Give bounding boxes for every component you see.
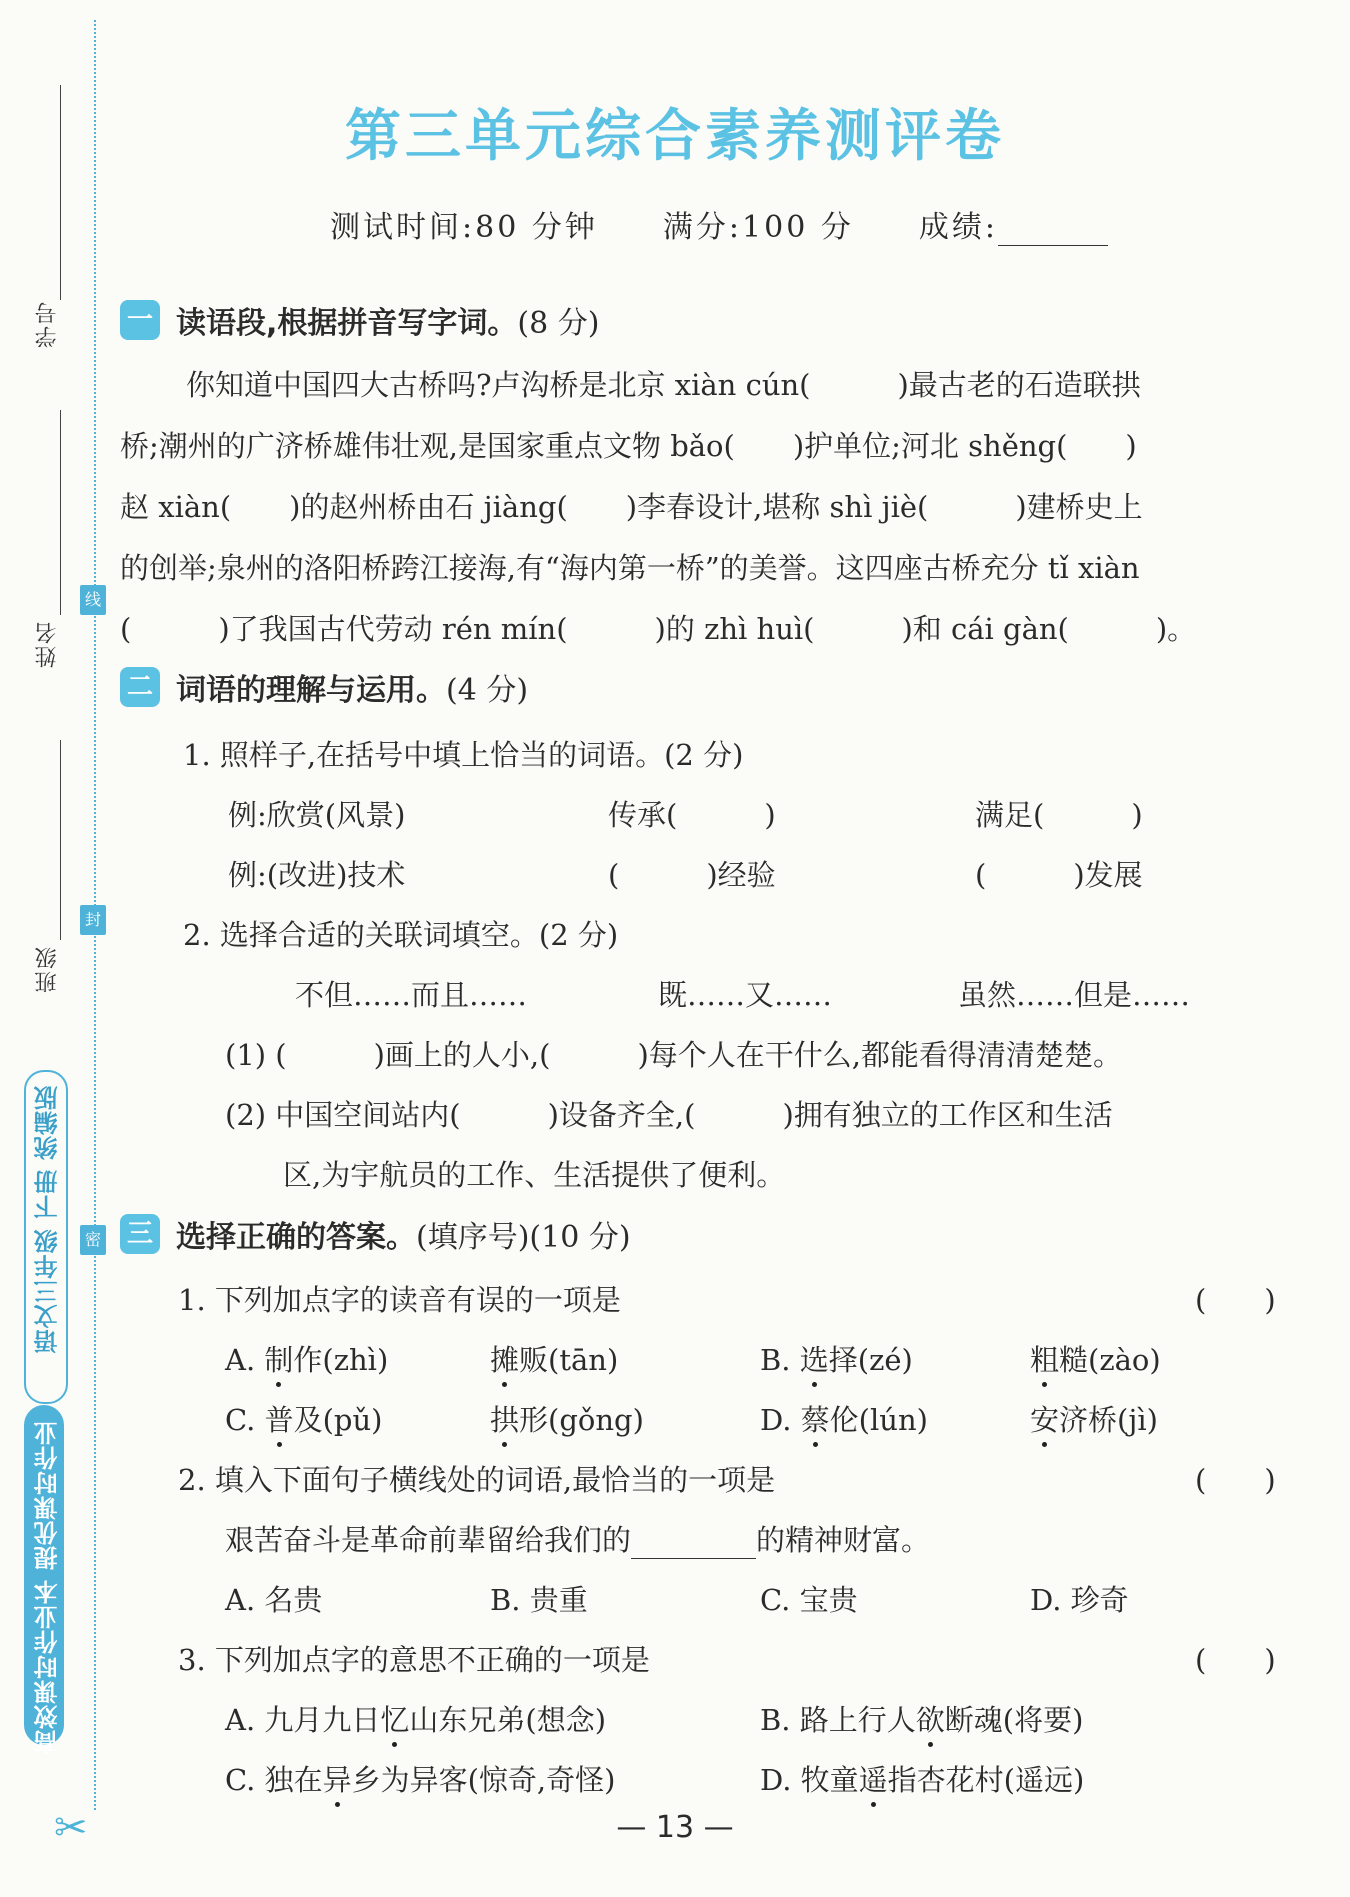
option-c[interactable]: C. 独在异乡为异客(惊奇,奇怪) bbox=[225, 1758, 615, 1799]
answer-paren[interactable]: ( ) bbox=[1195, 1283, 1276, 1317]
question-2-1: 1. 照样子,在括号中填上恰当的词语。(2 分) bbox=[183, 738, 744, 772]
option-b[interactable]: B. 路上行人欲断魂(将要) bbox=[760, 1698, 1083, 1739]
score-label: 成绩: bbox=[918, 210, 999, 245]
fill-blank[interactable] bbox=[631, 1530, 756, 1559]
fill-item[interactable]: ( )经验 bbox=[608, 858, 776, 892]
mark-seal: 封 bbox=[80, 905, 106, 935]
fill-sentence: 艰苦奋斗是革命前辈留给我们的 的精神财富。 bbox=[225, 1523, 931, 1557]
option-b2: 粗糙(zào) bbox=[1030, 1338, 1161, 1379]
question-3-2: 2. 填入下面句子横线处的词语,最恰当的一项是 bbox=[178, 1463, 776, 1497]
option-d2: 安济桥(jì) bbox=[1030, 1398, 1158, 1439]
option-d[interactable]: D. 蔡伦(lún) bbox=[760, 1398, 928, 1439]
section-score: (填序号)(10 分) bbox=[416, 1220, 631, 1255]
answer-paren[interactable]: ( ) bbox=[1195, 1463, 1276, 1497]
section-title: 词语的理解与运用。 bbox=[176, 673, 446, 708]
page-title: 第三单元综合素养测评卷 bbox=[345, 103, 1005, 169]
question-3-1: 1. 下列加点字的读音有误的一项是 bbox=[178, 1283, 621, 1317]
time-label: 测试时间:80 分钟 bbox=[330, 210, 598, 245]
section-title: 读语段,根据拼音写字词。 bbox=[176, 306, 518, 341]
score-field[interactable] bbox=[998, 215, 1108, 246]
section-number: 二 bbox=[120, 667, 160, 707]
option-b[interactable]: B. 选择(zé) bbox=[760, 1338, 913, 1379]
section-1-header bbox=[120, 298, 599, 342]
option-c2: 拱形(gǒng) bbox=[490, 1398, 644, 1439]
option-a[interactable]: A. 九月九日忆山东兄弟(想念) bbox=[225, 1698, 606, 1739]
word-option: 虽然……但是…… bbox=[958, 978, 1191, 1012]
sentence-2: (2) 中国空间站内( )设备齐全,( )拥有独立的工作区和生活 bbox=[225, 1098, 1113, 1132]
option-a2: 摊贩(tān) bbox=[490, 1338, 618, 1379]
section-score: (8 分) bbox=[517, 306, 600, 341]
sentence-2-cont: 区,为宇航员的工作、生活提供了便利。 bbox=[283, 1158, 786, 1192]
word-option: 既……又…… bbox=[658, 978, 833, 1012]
test-info bbox=[330, 202, 1108, 246]
section-3-header bbox=[120, 1212, 631, 1256]
option-d[interactable]: D. 牧童遥指杏花村(遥远) bbox=[760, 1758, 1084, 1799]
example-1: 例:欣赏(风景) bbox=[228, 798, 406, 832]
fill-item[interactable]: 传承( ) bbox=[608, 798, 776, 832]
option-c[interactable]: C. 宝贵 bbox=[760, 1583, 858, 1617]
option-b[interactable]: B. 贵重 bbox=[490, 1583, 588, 1617]
sentence-1: (1) ( )画上的人小,( )每个人在干什么,都能看得清清楚楚。 bbox=[225, 1038, 1122, 1072]
option-a[interactable]: A. 制作(zhì) bbox=[225, 1338, 388, 1379]
name-label: 姓名 bbox=[35, 620, 60, 668]
section-1-passage: 你知道中国四大古桥吗?卢沟桥是北京 xiàn cún( )最古老的石造联拱 桥;潮州的广济桥雄伟壮观,是国家重点文物 bǎo( )护单位;河北 shěng( ) 赵 xiàn( )的赵州桥由石 jiàng( )李春设计,堪称 shì jiè( )建桥史上 的创举;泉州的洛阳桥跨江接海,有“海内第一桥”的美誉。这四座古桥充分 tǐ xiàn ( )了我国古代劳动 rén mín( )的 zhì huì( )和 cái gàn( )。 bbox=[120, 368, 1197, 646]
answer-paren[interactable]: ( ) bbox=[1195, 1643, 1276, 1677]
section-number: 三 bbox=[120, 1214, 160, 1254]
fill-item[interactable]: ( )发展 bbox=[975, 858, 1143, 892]
edition-text: 语文三年级 下册 统编版 bbox=[34, 1085, 62, 1354]
mark-line: 线 bbox=[80, 585, 106, 615]
section-2-header bbox=[120, 665, 528, 709]
brand-text: 高效课时作业本 提优课时作业 bbox=[34, 1420, 62, 1755]
mark-close: 密 bbox=[80, 1225, 106, 1255]
word-option: 不但……而且…… bbox=[295, 978, 528, 1012]
option-c[interactable]: C. 普及(pǔ) bbox=[225, 1398, 382, 1439]
scissors-icon: ✂ bbox=[54, 1805, 88, 1851]
section-title: 选择正确的答案。 bbox=[176, 1220, 416, 1255]
section-score: (4 分) bbox=[446, 673, 529, 708]
page-number: — 13 — bbox=[616, 1810, 734, 1845]
class-label: 班级 bbox=[35, 945, 60, 993]
full-score-label: 满分:100 分 bbox=[662, 210, 854, 245]
question-2-2: 2. 选择合适的关联词填空。(2 分) bbox=[183, 918, 619, 952]
example-2: 例:(改进)技术 bbox=[228, 858, 406, 892]
section-number: 一 bbox=[120, 300, 160, 340]
question-3-3: 3. 下列加点字的意思不正确的一项是 bbox=[178, 1643, 650, 1677]
option-a[interactable]: A. 名贵 bbox=[225, 1583, 323, 1617]
fill-item[interactable]: 满足( ) bbox=[975, 798, 1143, 832]
student-no-label: 学号 bbox=[35, 300, 60, 348]
option-d[interactable]: D. 珍奇 bbox=[1030, 1583, 1129, 1617]
